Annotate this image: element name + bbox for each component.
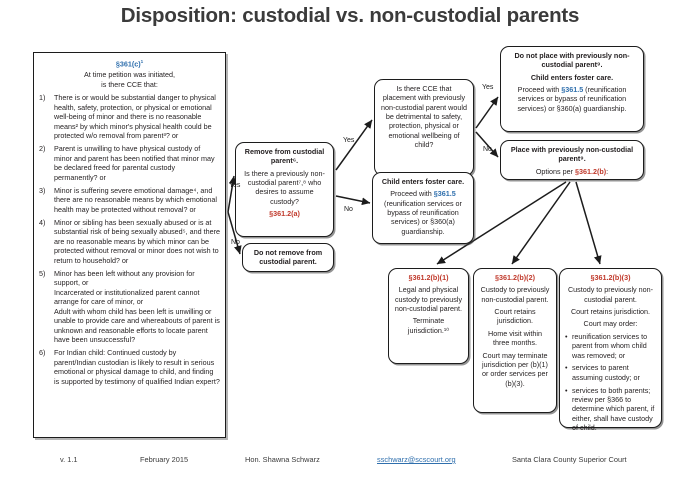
list-item: 3) Minor is suffering severe emotional damage⁴, and there are no reasonable means by which emotional health may be protected without removal? or: [39, 185, 218, 214]
footer-date: February 2015: [140, 455, 189, 464]
list-item: • services to parent assuming custody; or: [565, 363, 640, 382]
node-place-with-noncustodial: [500, 140, 644, 180]
node-body: Legal and physical custody to previously non-custodial parent.: [394, 285, 463, 314]
node-bullet-list: [565, 332, 656, 433]
node-question: Is there a previously non-custodial parent⁷,⁸ who desires to assume custody?: [244, 168, 325, 206]
node-do-not-remove: [242, 243, 334, 272]
node-option-b2: [473, 268, 557, 413]
list-item: 5) Minor has been left without any provision for support, or Incarcerated or institutionalized parent cannot arrange for care of minor, or Adult with whom child has been left is unwilling or unable to provide care and whereabouts of parent is unknown and reasonable efforts to locate parent have been unsuccessful?: [39, 268, 220, 345]
edge-label-remove-yes: Yes: [229, 182, 241, 189]
page-title: Disposition: custodial vs. non-custodial parents: [120, 4, 580, 27]
node-title: Place with previously non-custodial parent⁹.: [510, 145, 634, 164]
node-do-not-place: [500, 46, 644, 132]
node-body: Home visit within three months.: [488, 328, 542, 348]
node-child-enters-foster-care-mid: [372, 172, 474, 244]
list-item: • reunification services to parent from whom child was removed; or: [565, 331, 648, 360]
node-body: Options per §361.2(b):: [535, 166, 609, 176]
node-body: Custody to previously non-custodial parent.: [480, 285, 550, 304]
node-cce-detriment-question: [374, 79, 474, 176]
node-title: Do not remove from custodial parent.: [253, 248, 323, 267]
node-title: Child enters foster care.: [381, 177, 465, 186]
statute-ref: §361.2(b): [574, 166, 607, 176]
footer: [0, 455, 700, 471]
footer-author: Hon. Shawna Schwarz: [245, 455, 320, 464]
node-option-b1: [388, 268, 469, 364]
edge-label-branch-no: No: [344, 206, 353, 213]
edge-label-remove-no: No: [231, 239, 240, 246]
list-item: 6) For Indian child: Continued custody by parent/Indian custodian is likely to result in serious emotional or physical damage to child, and finding is supported by testimony of qualified Indian expert?: [39, 348, 220, 386]
criteria-panel: [33, 52, 226, 438]
statute-ref: §361.2(a): [269, 209, 300, 219]
node-body: Proceed with §361.5 (reunification services or bypass of reunification services) or §360(a) guardianship.: [384, 189, 462, 236]
node-body: Court retains jurisdiction.: [494, 307, 536, 326]
list-item: 1) There is or would be substantial danger to physical health, safety, protection, or physical or emotional well-being of minor and there is no reasonable means² by which minor's physical health could be protected w/o removal from parent³? or: [39, 93, 216, 141]
criteria-heading: $\S 361(c)^1$: [115, 59, 144, 69]
edge-label-cce-yes: Yes: [482, 84, 494, 91]
node-title: Remove from custodial parent⁶.: [244, 147, 325, 166]
node-body: Court retains jurisdiction.: [570, 307, 651, 317]
node-subtitle: Child enters foster care.: [530, 72, 614, 82]
statute-ref: §361.2(b)(1): [408, 273, 449, 282]
edge-label-cce-no: No: [483, 146, 492, 153]
criteria-list: [39, 93, 220, 386]
list-item: 4) Minor or sibling has been sexually abused or is at substantial risk of being sexually abused⁵, and there are no reasonable means by which minor can be protected without removal or minor does not wish to return to household? or: [39, 217, 220, 265]
statute-link: §361.5: [433, 189, 456, 199]
statute-ref: §361.2(b)(3): [590, 273, 631, 282]
list-item: • services to both parents; review per §366 to determine which parent, if either, shall have custody of child.: [565, 385, 655, 433]
footer-email-link[interactable]: sschwarz@scscourt.org: [377, 455, 456, 464]
node-body: Court may terminate jurisdiction per (b)(1) or order services per (b)(3).: [482, 350, 548, 388]
node-question: Is there CCE that placement with previously non-custodial parent would be detrimental to safety, protection, physical or emotional wellbeing of child?: [381, 84, 467, 150]
node-body: Proceed with §361.5 (reunification services or bypass of reunification services) or §360(a) guardianship.: [517, 85, 627, 113]
footer-version: v. 1.1: [60, 455, 78, 464]
node-option-b3: [559, 268, 662, 433]
node-body: Custody to previously non-custodial parent.: [567, 285, 654, 304]
footer-court: Santa Clara County Superior Court: [512, 455, 627, 464]
node-body: Court may order:: [583, 319, 638, 329]
node-title: Do not place with previously non-custodial parent⁹.: [514, 51, 630, 70]
statute-link: §361.5: [561, 85, 584, 95]
list-item: 2) Parent is unwilling to have physical custody of minor and parent has been notified that minor may be declared freed for parental custody permanently? or: [39, 144, 215, 182]
edge-label-branch-yes: Yes: [343, 137, 355, 144]
statute-ref: §361.2(b)(2): [495, 273, 535, 282]
criteria-lead: At time petition was initiated, is there CCE that:: [83, 70, 176, 89]
node-remove-from-custodial-parent: [235, 142, 334, 237]
node-body: Terminate jurisdiction.¹⁰: [407, 316, 450, 335]
